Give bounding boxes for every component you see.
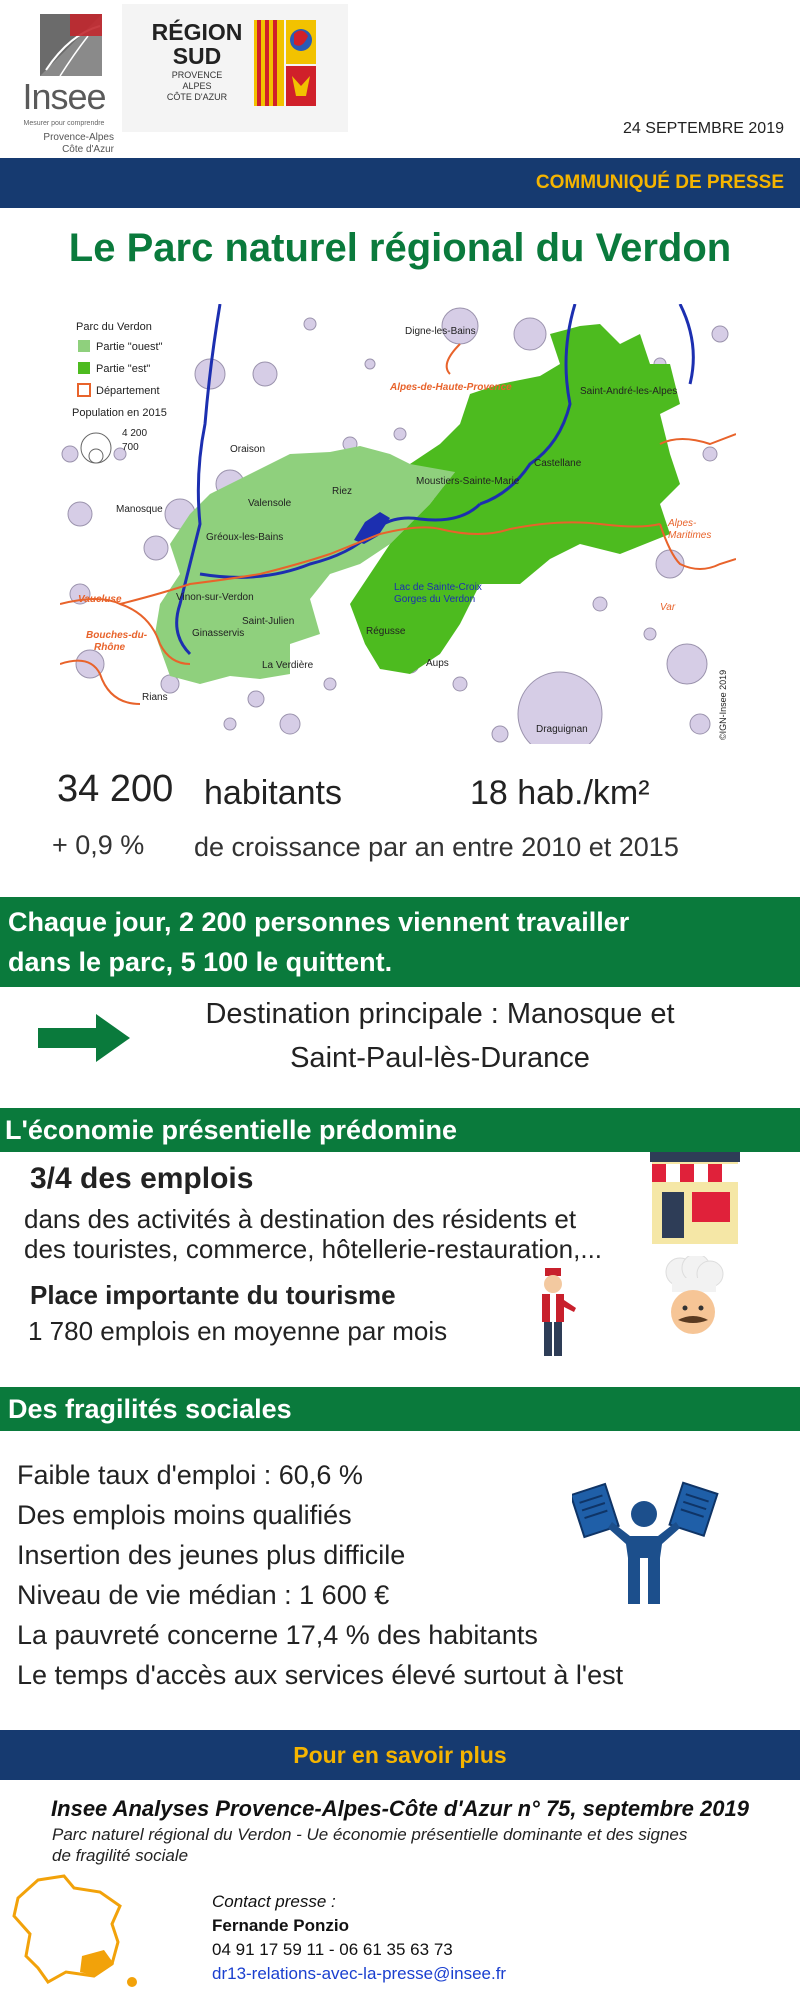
publication-title: Insee Analyses Provence-Alpes-Côte d'Azur n° 75, septembre 2019 — [51, 1796, 749, 1821]
label-saint-andre: Saint-André-les-Alpes — [580, 386, 678, 397]
park-map — [60, 304, 736, 744]
arrow-right-icon — [38, 1014, 130, 1062]
density-value: 18 hab./km² — [470, 774, 650, 812]
social-item-services: Le temps d'accès aux services élevé surtout à l'est — [17, 1660, 624, 1690]
label-bdr-1: Bouches-du- — [86, 630, 148, 641]
map-credit: ©IGN-Insee 2019 — [718, 669, 728, 740]
legend-pop: Population en 2015 — [72, 407, 167, 419]
economy-band — [0, 1108, 800, 1152]
svg-text:4 200: 4 200 — [122, 428, 148, 439]
label-saint-julien: Saint-Julien — [242, 616, 295, 627]
bellboy-icon — [530, 1268, 580, 1358]
social-band — [0, 1387, 800, 1431]
label-draguignan: Draguignan — [536, 724, 588, 735]
label-greoux: Gréoux-les-Bains — [206, 532, 284, 543]
page-title: Le Parc naturel régional du Verdon — [68, 226, 732, 270]
destination-line-1: Destination principale : Manosque et — [205, 998, 675, 1030]
insee-region-label: Provence-Alpes Côte d'Azur — [43, 132, 114, 155]
label-moustiers: Moustiers-Sainte-Marie — [416, 476, 520, 487]
publication-subtitle: Parc naturel régional du Verdon - Ue économie présentielle dominante et des signes de fragilité sociale — [52, 1825, 688, 1865]
contact-name: Fernande Ponzio — [212, 1916, 349, 1935]
social-item-poverty: La pauvreté concerne 17,4 % des habitants — [17, 1620, 538, 1650]
social-heading: Des fragilités sociales — [8, 1394, 292, 1424]
label-digne: Digne-les-Bains — [405, 326, 476, 337]
label-manosque: Manosque — [116, 504, 163, 515]
contact-email-link[interactable]: dr13-relations-avec-la-presse@insee.fr — [212, 1964, 507, 1983]
contact-phone: 04 91 17 59 11 - 06 61 35 63 73 — [212, 1940, 453, 1959]
region-sud-logo — [122, 4, 348, 132]
region-sud-title: RÉGION SUD — [151, 19, 243, 69]
label-oraison: Oraison — [230, 444, 266, 455]
label-riez: Riez — [332, 486, 353, 497]
tourism-heading: Place importante du tourisme — [30, 1280, 396, 1310]
jobs-heading: 3/4 des emplois — [30, 1162, 254, 1195]
label-lac-2: Gorges du Verdon — [394, 594, 476, 605]
label-ginasservis: Ginasservis — [192, 628, 245, 639]
commute-line-2: dans le parc, 5 100 le quittent. — [8, 947, 393, 977]
france-map-icon — [8, 1872, 138, 1996]
more-info-heading: Pour en savoir plus — [293, 1742, 507, 1768]
region-sud-flag-icon — [254, 20, 316, 106]
label-vinon: Vinon-sur-Verdon — [176, 592, 254, 603]
svg-text:700: 700 — [122, 442, 139, 453]
insee-logo-mark — [40, 14, 102, 76]
jobs-text-1: dans des activités à destination des résidents et — [24, 1204, 577, 1234]
destination-line-2: Saint-Paul-lès-Durance — [290, 1042, 590, 1074]
legend-dept: Département — [96, 385, 160, 397]
growth-value: + 0,9 % — [52, 830, 145, 860]
contact-label: Contact presse : — [212, 1892, 336, 1911]
person-documents-icon — [572, 1478, 722, 1606]
more-info-band — [0, 1730, 800, 1780]
population-label: habitants — [204, 774, 342, 812]
insee-tagline: Mesurer pour comprendre — [23, 120, 105, 127]
commute-line-1: Chaque jour, 2 200 personnes viennent travailler — [8, 907, 630, 937]
label-regusse: Régusse — [366, 626, 406, 637]
legend-west: Partie "ouest" — [96, 341, 163, 353]
label-la-verdiere: La Verdière — [262, 660, 314, 671]
label-aups: Aups — [426, 658, 449, 669]
label-alpes-maritimes-1: Alpes- — [668, 518, 697, 529]
label-bdr-2: Rhône — [94, 642, 126, 653]
social-item-youth: Insertion des jeunes plus difficile — [17, 1540, 406, 1570]
label-lac-1: Lac de Sainte-Croix — [394, 582, 482, 593]
social-item-qualification: Des emplois moins qualifiés — [17, 1500, 352, 1530]
population-value: 34 200 — [57, 768, 174, 810]
commute-band — [0, 897, 800, 987]
jobs-text-2: des touristes, commerce, hôtellerie-restauration,... — [24, 1234, 603, 1264]
legend-east: Partie "est" — [96, 363, 151, 375]
chef-icon — [660, 1256, 726, 1340]
press-release-band — [0, 158, 800, 208]
economy-heading: L'économie présentielle prédomine — [5, 1115, 458, 1145]
social-item-employment: Faible taux d'emploi : 60,6 % — [17, 1460, 363, 1490]
insee-logo — [14, 14, 114, 155]
region-sud-subtitle: PROVENCE ALPES CÔTE D'AZUR — [166, 70, 228, 102]
press-release-label: COMMUNIQUÉ DE PRESSE — [535, 172, 784, 193]
label-var: Var — [660, 602, 676, 613]
tourism-text: 1 780 emplois en moyenne par mois — [28, 1316, 448, 1346]
label-alpes-maritimes-2: Maritimes — [668, 530, 712, 541]
insee-wordmark: Insee — [22, 76, 106, 117]
legend-title: Parc du Verdon — [76, 321, 152, 333]
label-valensole: Valensole — [248, 498, 292, 509]
label-castellane: Castellane — [534, 458, 582, 469]
label-rians: Rians — [142, 692, 168, 703]
label-vaucluse: Vaucluse — [78, 594, 122, 605]
shop-icon — [644, 1152, 746, 1246]
growth-label: de croissance par an entre 2010 et 2015 — [194, 832, 679, 862]
label-ahp: Alpes-de-Haute-Provence — [390, 382, 512, 393]
social-item-income: Niveau de vie médian : 1 600 € — [17, 1580, 390, 1610]
publication-date: 24 SEPTEMBRE 2019 — [623, 120, 784, 137]
